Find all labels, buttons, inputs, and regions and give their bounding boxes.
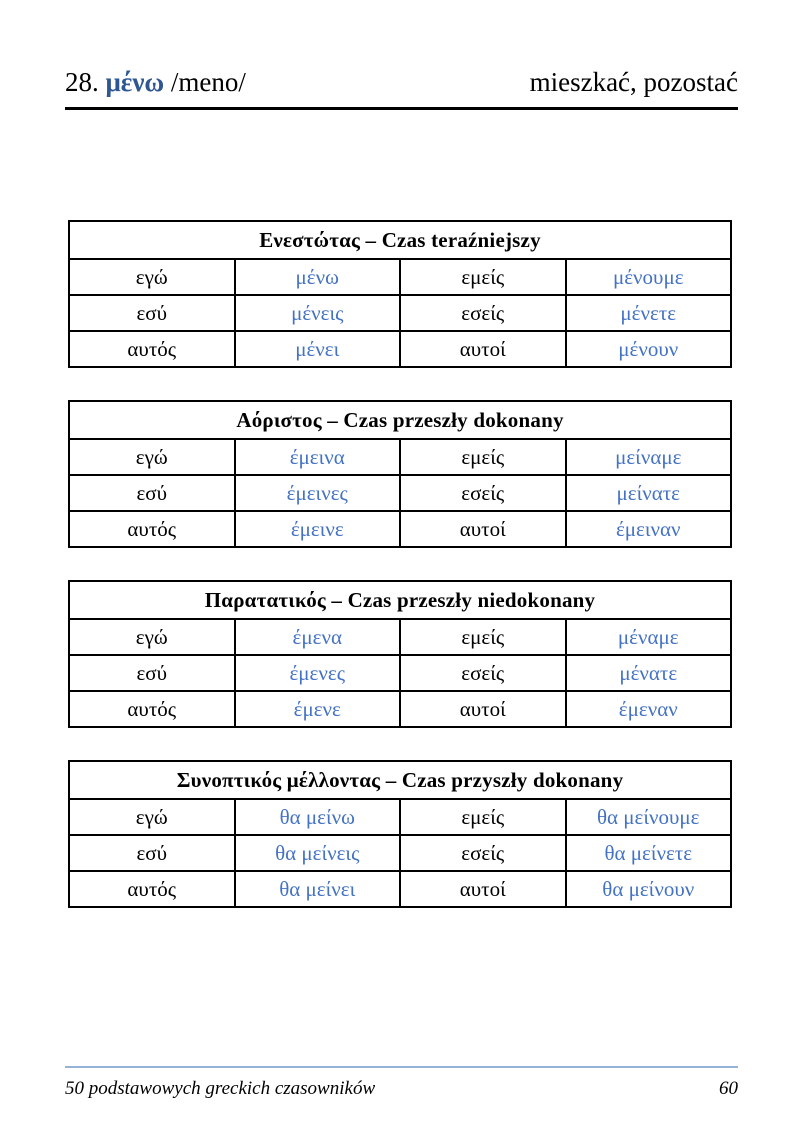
pronoun-cell: αυτοί (400, 331, 566, 367)
table-row (69, 619, 731, 655)
verb-form-cell: έμειναν (566, 511, 732, 547)
pronoun-cell: εσείς (400, 295, 566, 331)
pronoun-cell: αυτός (69, 871, 235, 907)
pronoun-cell: εγώ (69, 619, 235, 655)
verb-form-cell: μένω (235, 259, 401, 295)
table-row (69, 259, 731, 295)
pronoun-cell: εμείς (400, 259, 566, 295)
verb-form-cell: θα μείνετε (566, 835, 732, 871)
verb-form-cell: έμεινε (235, 511, 401, 547)
verb-form-cell: έμενε (235, 691, 401, 727)
pronoun-cell: εμείς (400, 619, 566, 655)
pronoun-cell: εσείς (400, 655, 566, 691)
pronoun-cell: αυτοί (400, 691, 566, 727)
verb-form-cell: μέναμε (566, 619, 732, 655)
footer-page-number: 60 (719, 1078, 738, 1099)
table-row (69, 331, 731, 367)
table-row (69, 871, 731, 907)
table-row (69, 655, 731, 691)
pronoun-cell: αυτός (69, 331, 235, 367)
pronoun-cell: εσείς (400, 835, 566, 871)
table-row (69, 439, 731, 475)
verb-form-cell: μείνατε (566, 475, 732, 511)
verb-form-cell: θα μείνουμε (566, 799, 732, 835)
verb-form-cell: έμεναν (566, 691, 732, 727)
verb-form-cell: έμεινες (235, 475, 401, 511)
verb-form-cell: μένατε (566, 655, 732, 691)
pronoun-cell: εσείς (400, 475, 566, 511)
entry-number: 28. (65, 67, 99, 97)
pronoun-cell: εγώ (69, 259, 235, 295)
pronoun-cell: εμείς (400, 799, 566, 835)
verb-form-cell: μένουμε (566, 259, 732, 295)
verb-form-cell: θα μείνουν (566, 871, 732, 907)
verb-form-cell: έμεινα (235, 439, 401, 475)
footer-book-title: 50 podstawowych greckich czasowników (65, 1078, 376, 1099)
table-row (69, 511, 731, 547)
verb-form-cell: θα μείνει (235, 871, 401, 907)
verb-form-cell: έμενα (235, 619, 401, 655)
verb-form-cell: θα μείνεις (235, 835, 401, 871)
table-title: Συνοπτικός μέλλοντας – Czas przyszły dokonany (69, 761, 731, 799)
pronoun-cell: αυτοί (400, 511, 566, 547)
pronoun-cell: εσύ (69, 475, 235, 511)
table-title: Παρατατικός – Czas przeszły niedokonany (69, 581, 731, 619)
entry-translation: mieszkać, pozostać (529, 67, 738, 97)
verb-form-cell: μένει (235, 331, 401, 367)
conjugation-table-imperfect (68, 580, 732, 728)
pronoun-cell: εσύ (69, 835, 235, 871)
table-row (69, 295, 731, 331)
pronoun-cell: εσύ (69, 295, 235, 331)
pronoun-cell: εμείς (400, 439, 566, 475)
table-row (69, 835, 731, 871)
pronoun-cell: εσύ (69, 655, 235, 691)
entry-transliteration: /meno/ (170, 67, 246, 97)
page-header (65, 68, 738, 110)
table-title: Αόριστος – Czas przeszły dokonany (69, 401, 731, 439)
pronoun-cell: αυτός (69, 511, 235, 547)
verb-form-cell: μένουν (566, 331, 732, 367)
header-lemma (65, 68, 246, 98)
table-row (69, 475, 731, 511)
verb-form-cell: μείναμε (566, 439, 732, 475)
verb-form-cell: μένεις (235, 295, 401, 331)
entry-verb: μένω (105, 67, 165, 97)
verb-form-cell: έμενες (235, 655, 401, 691)
pronoun-cell: αυτός (69, 691, 235, 727)
conjugation-table-present (68, 220, 732, 368)
pronoun-cell: εγώ (69, 799, 235, 835)
table-row (69, 691, 731, 727)
verb-form-cell: μένετε (566, 295, 732, 331)
pronoun-cell: εγώ (69, 439, 235, 475)
table-row (69, 799, 731, 835)
page-footer (65, 1066, 738, 1100)
conjugation-table-future (68, 760, 732, 908)
conjugation-table-aorist (68, 400, 732, 548)
table-title: Ενεστώτας – Czas teraźniejszy (69, 221, 731, 259)
verb-form-cell: θα μείνω (235, 799, 401, 835)
pronoun-cell: αυτοί (400, 871, 566, 907)
